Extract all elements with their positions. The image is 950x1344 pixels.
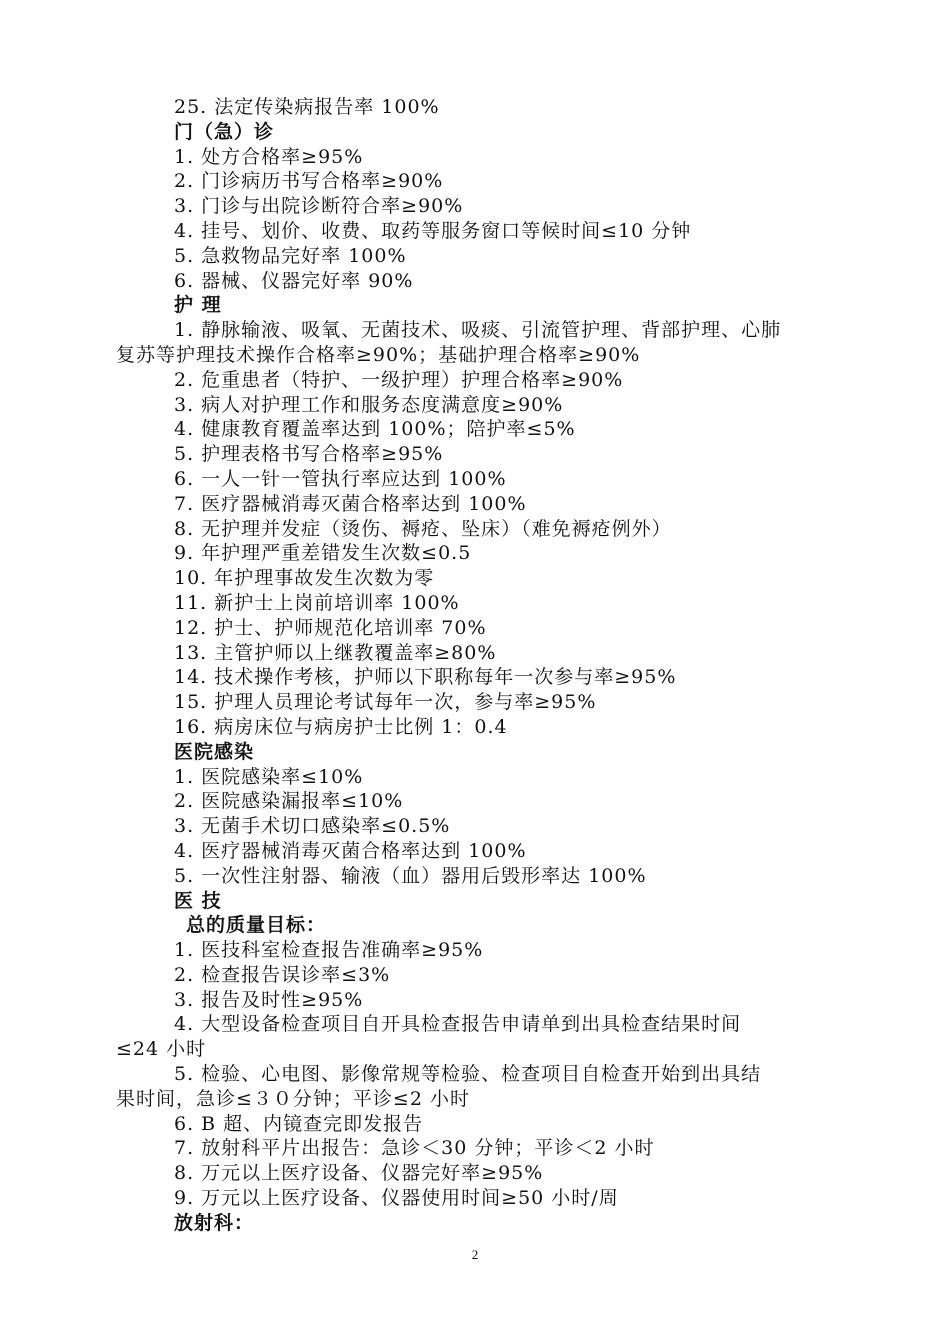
list-item: 8. 万元以上医疗设备、仪器完好率≥95%	[174, 1162, 544, 1185]
list-item: 3. 无菌手术切口感染率≤0.5%	[174, 815, 451, 838]
list-item: 10. 年护理事故发生次数为零	[174, 567, 435, 590]
list-item: 2. 门诊病历书写合格率≥90%	[174, 170, 444, 193]
section-heading: 医院感染	[174, 740, 255, 763]
list-item-continuation: 果时间，急诊≤３０分钟；平诊≤2 小时	[116, 1087, 470, 1110]
section-heading: 护 理	[174, 294, 222, 317]
list-item: 3. 病人对护理工作和服务态度满意度≥90%	[174, 393, 564, 416]
list-item: 12. 护士、护师规范化培训率 70%	[174, 616, 487, 639]
list-item: 4. 健康教育覆盖率达到 100%；陪护率≤5%	[174, 418, 576, 441]
document-body	[116, 95, 876, 1236]
list-item: 4. 挂号、划价、收费、取药等服务窗口等候时间≤10 分钟	[174, 219, 692, 242]
list-item: 7. 放射科平片出报告：急诊＜30 分钟；平诊＜2 小时	[174, 1137, 655, 1160]
list-item: 2. 危重患者（特护、一级护理）护理合格率≥90%	[174, 368, 624, 391]
list-item: 5. 一次性注射器、输液（血）器用后毁形率达 100%	[174, 864, 647, 887]
list-item: 25. 法定传染病报告率 100%	[174, 96, 440, 118]
list-item: 16. 病房床位与病房护士比例 1：0.4	[174, 715, 508, 738]
list-item: 3. 报告及时性≥95%	[174, 988, 364, 1011]
list-item: 14. 技术操作考核，护师以下职称每年一次参与率≥95%	[174, 666, 677, 689]
list-item: 1. 处方合格率≥95%	[174, 145, 364, 168]
page-number: 2	[471, 1247, 479, 1262]
list-item: 1. 医技科室检查报告准确率≥95%	[174, 939, 484, 962]
list-item: 3. 门诊与出院诊断符合率≥90%	[174, 195, 464, 218]
section-heading: 放射科：	[174, 1211, 255, 1234]
list-item: 5. 急救物品完好率 100%	[174, 244, 407, 267]
section-heading: 门（急）诊	[174, 120, 275, 143]
list-item: 4. 医疗器械消毒灭菌合格率达到 100%	[174, 839, 527, 862]
list-item: 13. 主管护师以上继教覆盖率≥80%	[174, 641, 497, 664]
list-item: 6. 器械、仪器完好率 90%	[174, 269, 414, 292]
list-item-continuation: 复苏等护理技术操作合格率≥90%；基础护理合格率≥90%	[116, 343, 641, 366]
section-subheading: 总的质量目标：	[186, 914, 327, 937]
list-item: 9. 万元以上医疗设备、仪器使用时间≥50 小时/周	[174, 1187, 619, 1210]
list-item: 1. 静脉输液、吸氧、无菌技术、吸痰、引流管护理、背部护理、心肺	[174, 319, 782, 342]
list-item: 2. 检查报告误诊率≤3%	[174, 963, 391, 986]
list-item: 7. 医疗器械消毒灭菌合格率达到 100%	[174, 492, 527, 515]
list-item-continuation: ≤24 小时	[116, 1038, 207, 1061]
list-item: 15. 护理人员理论考试每年一次，参与率≥95%	[174, 691, 597, 714]
list-item: 6. B 超、内镜查完即发报告	[174, 1112, 424, 1135]
list-item: 4. 大型设备检查项目自开具检查报告申请单到出具检查结果时间	[174, 1013, 742, 1036]
section-heading: 医 技	[174, 889, 222, 912]
list-item: 5. 护理表格书写合格率≥95%	[174, 443, 444, 466]
list-item: 11. 新护士上岗前培训率 100%	[174, 591, 460, 614]
list-item: 2. 医院感染漏报率≤10%	[174, 790, 404, 813]
list-item: 5. 检验、心电图、影像常规等检验、检查项目自检查开始到出具结	[174, 1063, 762, 1086]
list-item: 9. 年护理严重差错发生次数≤0.5	[174, 542, 472, 565]
list-item: 6. 一人一针一管执行率应达到 100%	[174, 467, 507, 490]
list-item: 8. 无护理并发症（烫伤、褥疮、坠床）（难免褥疮例外）	[174, 517, 672, 540]
list-item: 1. 医院感染率≤10%	[174, 765, 364, 788]
